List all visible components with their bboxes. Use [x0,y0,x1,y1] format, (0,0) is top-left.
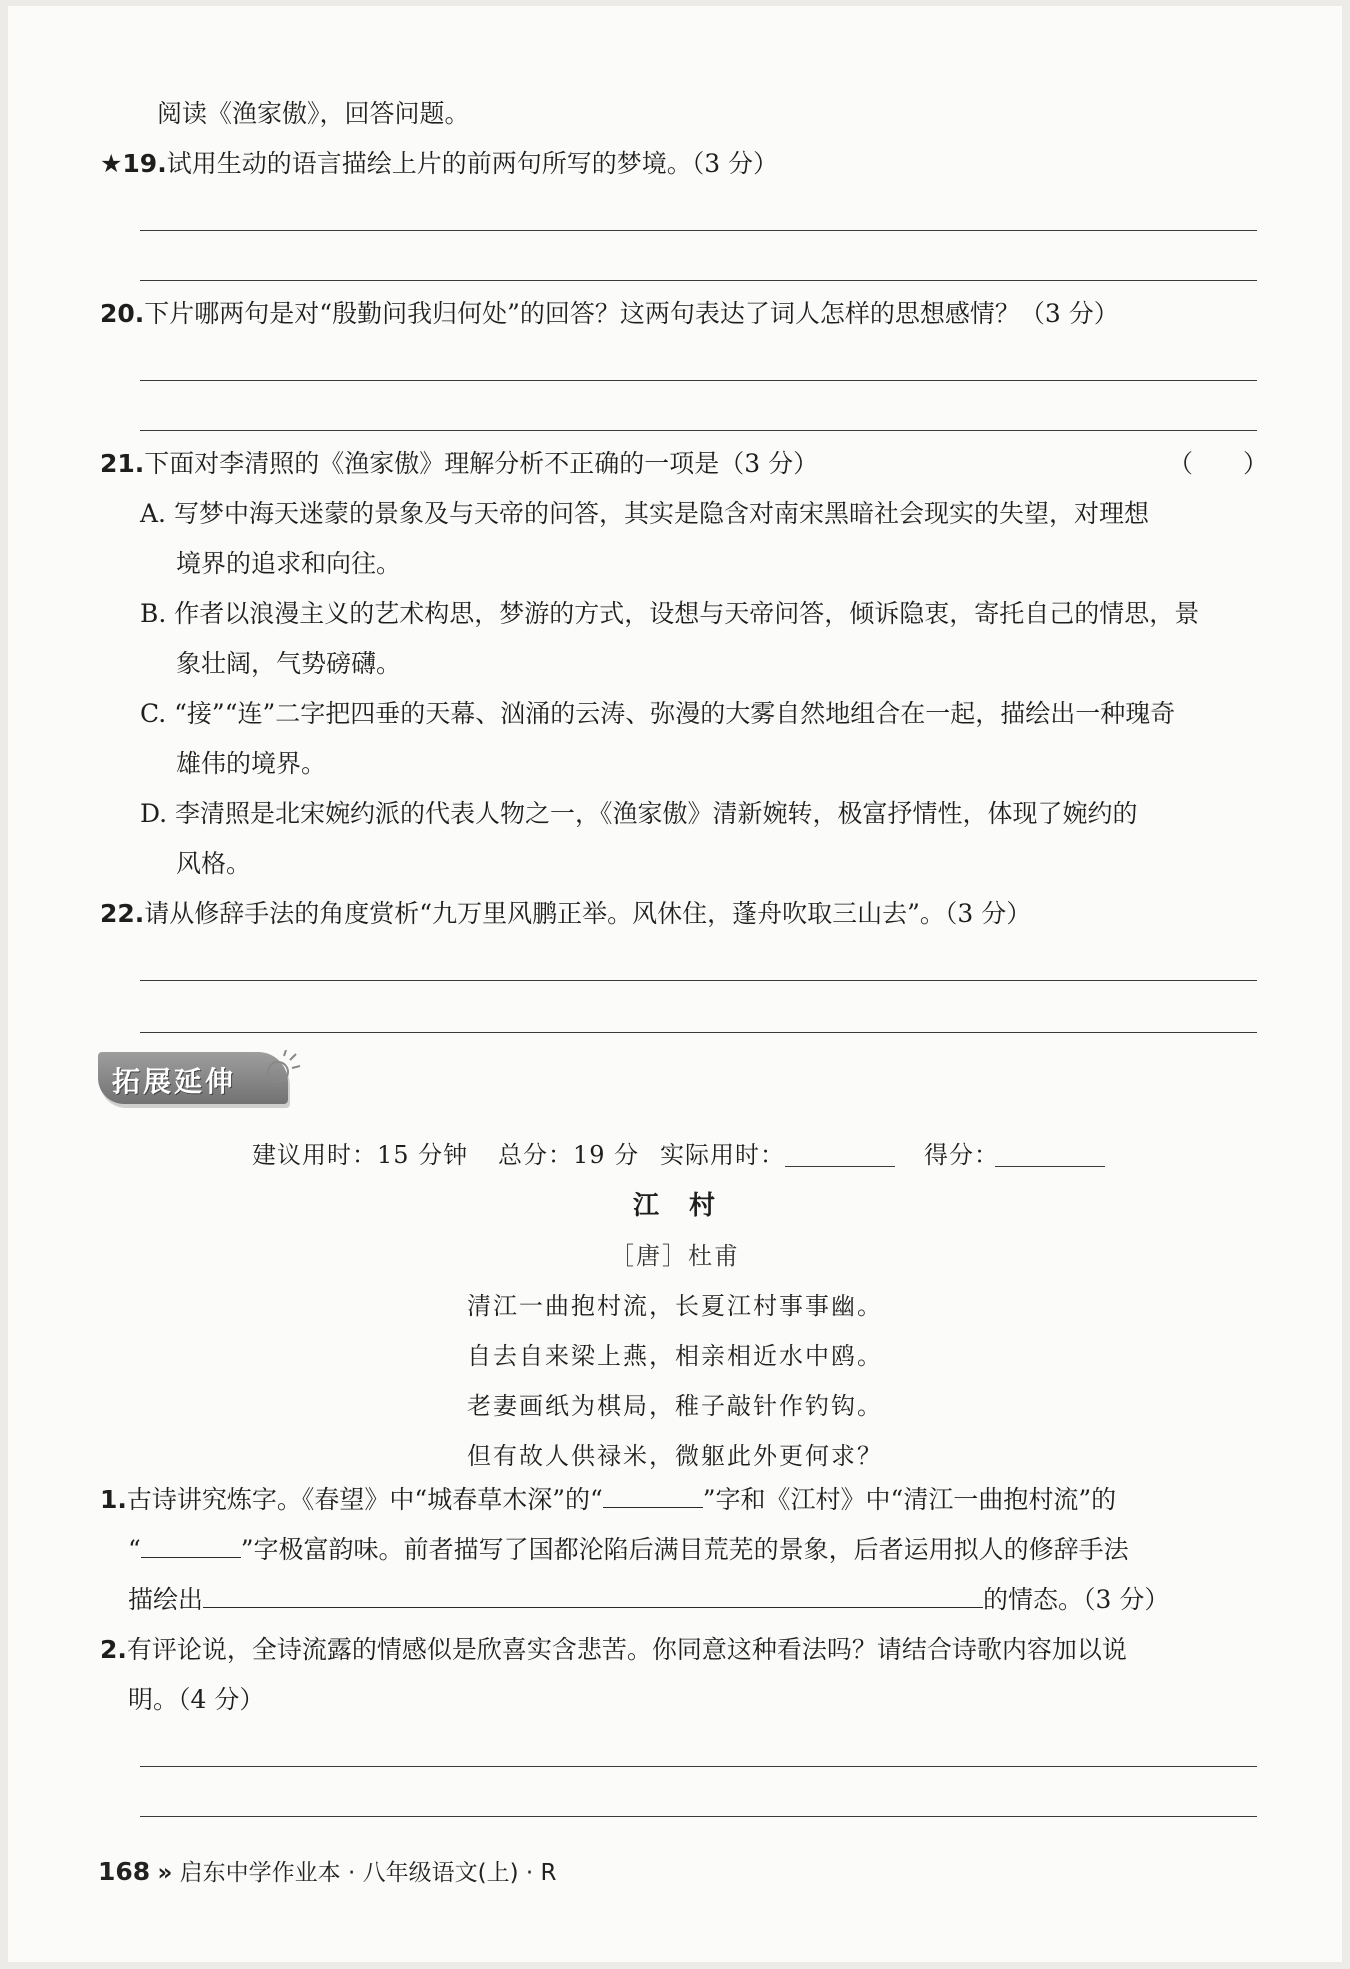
answer-line[interactable] [140,980,1257,981]
option-c-line2[interactable]: 雄伟的境界。 [176,749,327,778]
option-d-line1[interactable]: D. 李清照是北宋婉约派的代表人物之一，《渔家傲》清新婉转，极富抒情性，体现了婉约的 [140,799,1138,828]
answer-line[interactable] [140,280,1257,281]
question-number: ★19. [100,149,167,178]
question-number: 1. [100,1485,127,1514]
poem-line-3: 老妻画纸为棋局，稚子敲针作钓钩。 [467,1392,883,1420]
option-a-line1[interactable]: A. 写梦中海天迷蒙的景象及与天帝的问答，其实是隐含对南宋黑暗社会现实的失望，对理想 [140,499,1149,528]
section-header-extension [98,1052,288,1104]
answer-line[interactable] [140,380,1257,381]
lightbulb-icon [262,1050,302,1090]
question-19 [100,148,778,180]
poem-author: ［唐］杜甫 [610,1242,740,1270]
suggested-time: 建议用时：15 分钟 [252,1141,469,1169]
score-label: 得分： [924,1141,999,1169]
question-21 [100,448,818,480]
chevron-right-icon: » [157,1860,173,1886]
section-title: 拓展延伸 [112,1065,237,1098]
total-score: 总分：19 分 [498,1141,640,1169]
question-text: 下面对李清照的《渔家傲》理解分析不正确的一项是（3 分） [144,449,819,478]
option-b-line2[interactable]: 象壮阔，气势磅礴。 [176,649,402,678]
poem-line-2: 自去自来梁上燕，相亲相近水中鸥。 [467,1342,883,1370]
question-text: 下片哪两句是对“殷勤问我归何处”的回答？这两句表达了词人怎样的思想感情？（3 分） [144,299,1119,328]
fill-blank-2[interactable] [141,1535,241,1558]
option-c-line1[interactable]: C. “接”“连”二字把四垂的天幕、汹涌的云涛、弥漫的大雾自然地组合在一起，描绘出一种瑰奇 [140,699,1176,728]
option-d-line2[interactable]: 风格。 [176,849,252,878]
question-20 [100,298,1119,330]
option-a-line2[interactable]: 境界的追求和向往。 [176,549,402,578]
fill-blank-1[interactable] [603,1485,703,1508]
question-number: 21. [100,449,145,478]
extension-question-2-line2: 明。（4 分） [128,1685,265,1714]
score-field[interactable] [995,1166,1105,1167]
question-text: 试用生动的语言描绘上片的前两句所写的梦境。（3 分） [166,149,779,178]
extension-question-2: 2.有评论说，全诗流露的情感似是欣喜实含悲苦。你同意这种看法吗？请结合诗歌内容加以说 [100,1635,1127,1664]
answer-line[interactable] [140,1816,1257,1817]
page-footer [98,1854,556,1887]
reading-instruction: 阅读《渔家傲》，回答问题。 [157,99,470,128]
option-b-line1[interactable]: B. 作者以浪漫主义的艺术构思，梦游的方式，设想与天帝问答，倾诉隐衷，寄托自己的情思，景 [140,599,1200,628]
extension-question-1-line3: 描绘出 的情态。（3 分） [128,1585,1170,1614]
answer-bracket[interactable]: （ ） [1168,449,1269,478]
question-text: 请从修辞手法的角度赏析“九万里风鹏正举。风休住，蓬舟吹取三山去”。（3 分） [144,899,1032,928]
extension-question-1-line2: “ ”字极富韵味。前者描写了国都沦陷后满目荒芜的景象，后者运用拟人的修辞手法 [128,1535,1129,1564]
actual-time-field[interactable] [785,1166,895,1167]
question-number: 2. [100,1635,127,1664]
extension-question-1-line1: 1.古诗讲究炼字。《春望》中“城春草木深”的“ ”字和《江村》中“清江一曲抱村流”的 [100,1485,1117,1514]
answer-line[interactable] [140,430,1257,431]
question-number: 22. [100,899,145,928]
answer-line[interactable] [140,1032,1257,1033]
actual-time-label: 实际用时： [660,1141,785,1169]
poem-line-1: 清江一曲抱村流，长夏江村事事幽。 [467,1292,883,1320]
answer-line[interactable] [140,230,1257,231]
answer-line[interactable] [140,1766,1257,1767]
question-22 [100,898,1031,930]
page-number: 168 [98,1857,151,1886]
poem-title: 江 村 [632,1191,717,1221]
poem-line-4: 但有故人供禄米，微躯此外更何求？ [467,1442,883,1470]
fill-blank-3[interactable] [203,1585,983,1608]
book-title: 启东中学作业本 · 八年级语文(上) · R [179,1860,557,1886]
question-number: 20. [100,299,145,328]
